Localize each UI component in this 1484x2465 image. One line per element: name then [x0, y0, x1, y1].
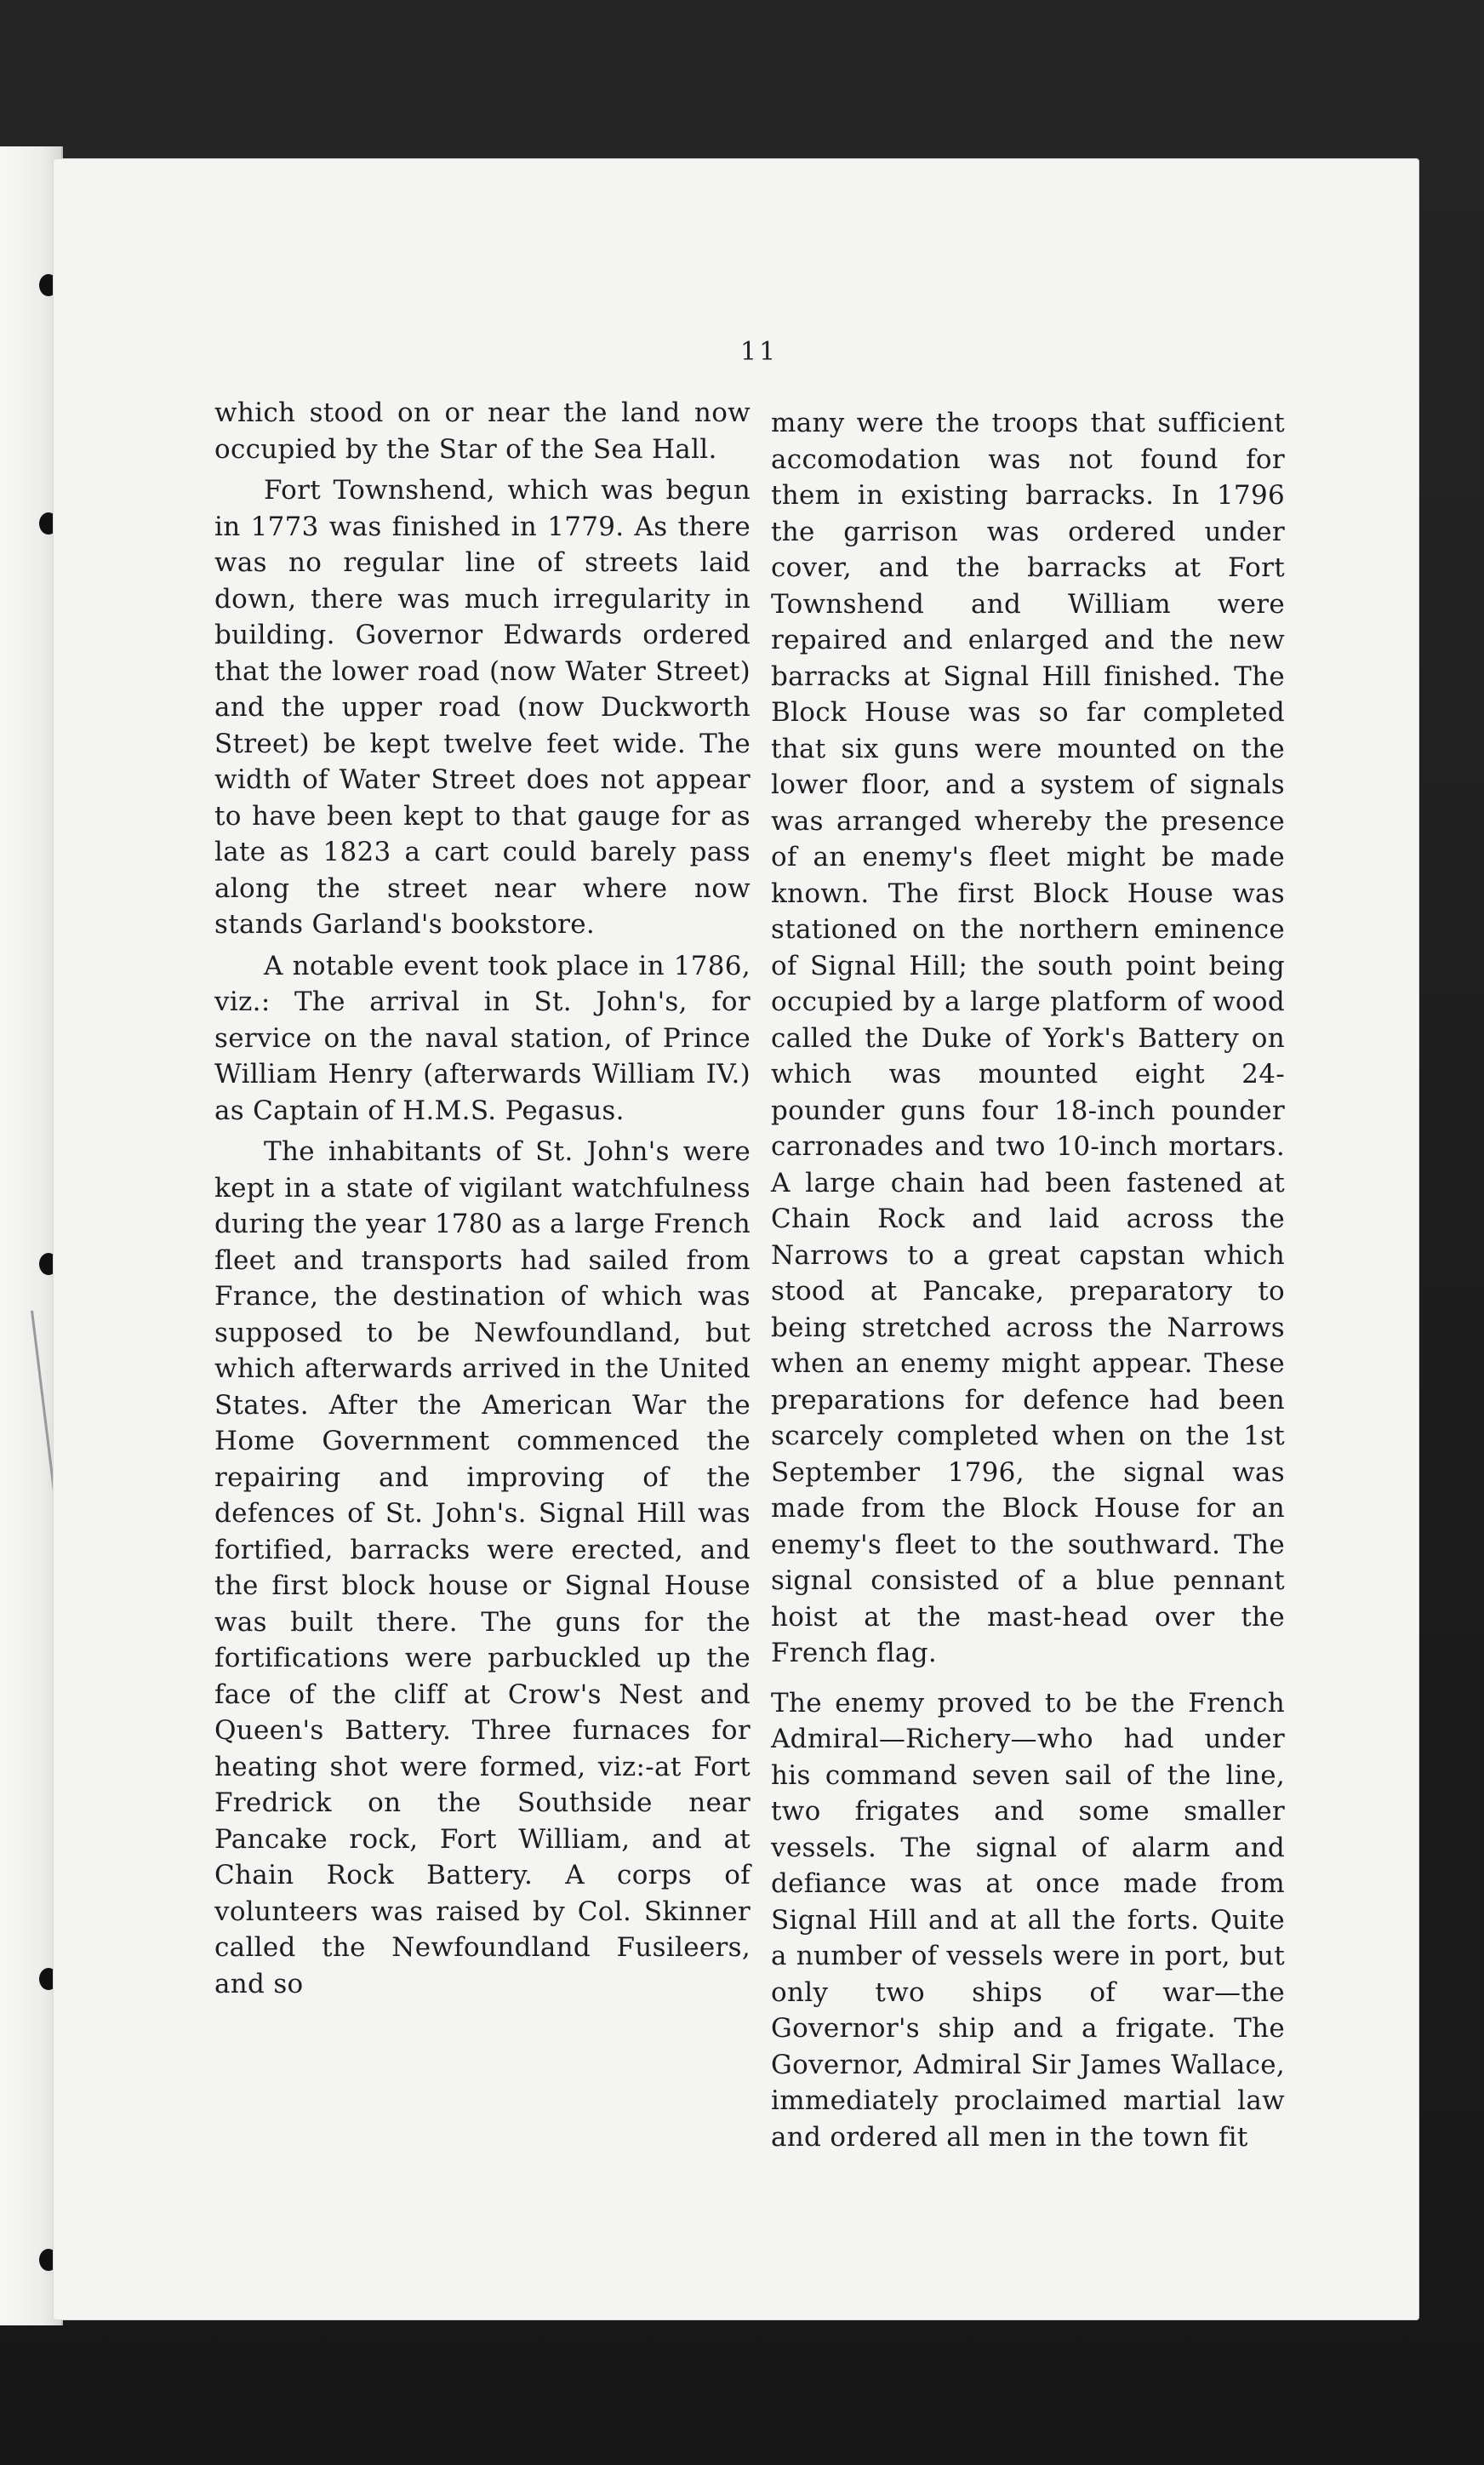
- page-number: 11: [740, 337, 779, 367]
- right-paragraph-2: The enemy proved to be the French Admiral—Richery—who had under his command seven sail of the line, two frigates and some smaller vessels. The signal of alarm and defiance was at once made from Signal Hill and at all the forts. Quite a number of vessels were in port, but only two ships of war—the Governor's ship and a frigate. The Governor, Admiral Sir James Wallace, immediately proclaimed martial law and ordered all men in the town fit: [771, 1687, 1285, 2153]
- left-column: [214, 395, 751, 2002]
- right-column: [771, 405, 1285, 2155]
- right-paragraph-1: many were the troops that sufficient accomodation was not found for them in existing barracks. In 1796 the garrison was ordered under cover, and the barracks at Fort Townshend and William were repaired and enlarged and the new barracks at Signal Hill finished. The Block House was so far completed that six guns were mounted on the lower floor, and a system of signals was arranged whereby the presence of an enemy's fleet might be made known. The first Block House was stationed on the northern eminence of Signal Hill; the south point being occupied by a large platform of wood called the Duke of York's Battery on which was mounted eight 24-pounder guns four 18-inch pounder carronades and two 10-inch mortars. A large chain had been fastened at Chain Rock and laid across the Narrows to a great capstan which stood at Pancake, preparatory to being stretched across the Narrows when an enemy might appear. These preparations for defence had been scarcely completed when on the 1st September 1796, the signal was made from the Block House for an enemy's fleet to the southward. The signal consisted of a blue pennant hoist at the mast-head over the French flag.: [771, 408, 1285, 1668]
- left-paragraph-2: Fort Townshend, which was begun in 1773 was finished in 1779. As there was no regular line of streets laid down, there was much irregularity in building. Governor Edwards ordered that the lower road (now Water Street) and the upper road (now Duckworth Street) be kept twelve feet wide. The width of Water Street does not appear to have been kept to that gauge for as late as 1823 a cart could barely pass along the street near where now stands Garland's bookstore.: [214, 475, 751, 940]
- left-paragraph-1: which stood on or near the land now occupied by the Star of the Sea Hall.: [214, 397, 751, 465]
- left-paragraph-4: The inhabitants of St. John's were kept in a state of vigilant watchfulness during the year 1780 as a large French fleet and transports had sailed from France, the destination of which was supposed to be Newfoundland, but which afterwards arrived in the United States. After the American War the Home Government commenced the repairing and improving of the defences of St. John's. Signal Hill was fortified, barracks were erected, and the first block house or Signal House was built there. The guns for the fortifications were parbuckled up the face of the cliff at Crow's Nest and Queen's Battery. Three furnaces for heating shot were formed, viz:-at Fort Fredrick on the Southside near Pancake rock, Fort William, and at Chain Rock Battery. A corps of volunteers was raised by Col. Skinner called the Newfoundland Fusileers, and so: [214, 1136, 751, 1999]
- left-paragraph-3: A notable event took place in 1786, viz.: The arrival in St. John's, for service on the naval station, of Prince William Henry (afterwards William IV.) as Captain of H.M.S. Pegasus.: [214, 950, 751, 1126]
